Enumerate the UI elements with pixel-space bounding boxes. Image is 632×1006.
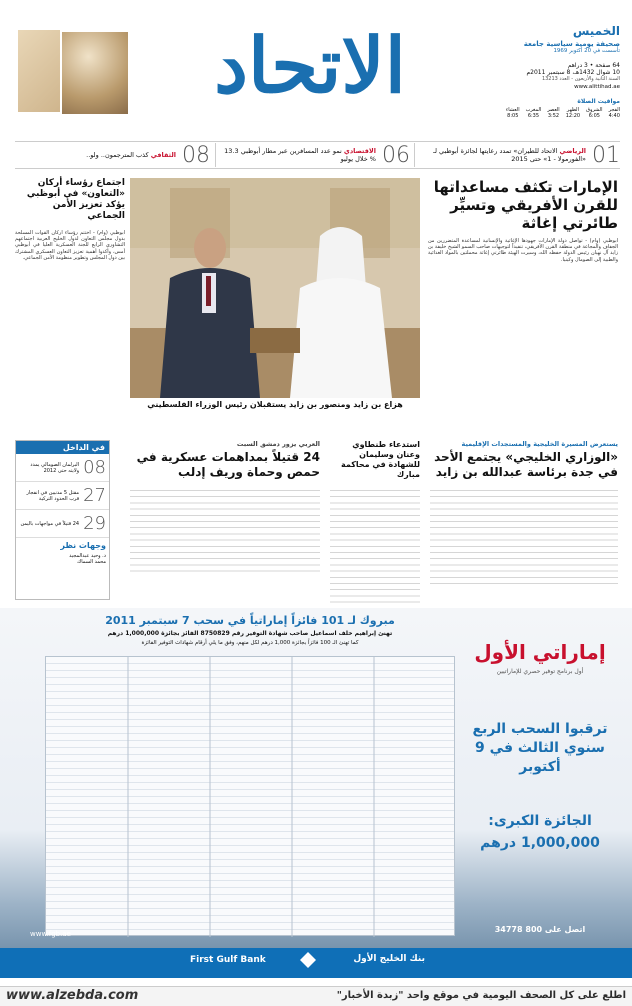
prayer-time	[506, 107, 520, 119]
prayer-value: 4:40	[608, 113, 620, 119]
prayer-time	[586, 107, 602, 119]
price: 64 صفحة • 3 دراهم	[567, 62, 620, 69]
story-headline[interactable]: استدعاء طنطاوي وعنان وسليمان للشهادة في محاكمة مبارك	[340, 440, 420, 479]
ad-brand-sub: أول برنامج توفير حصري للإماراتيين	[496, 668, 584, 675]
side-story	[15, 178, 125, 420]
masthead-info	[450, 24, 620, 119]
prayer-time	[566, 107, 580, 119]
ad-phone[interactable]: اتصل على 800 34778	[494, 925, 586, 934]
ad-brand: إماراتي الأول	[474, 640, 606, 664]
bank-name-ar: بنك الخليج الأول	[353, 954, 425, 964]
prayer-name: العشاء	[505, 107, 520, 113]
ad-prize: الجائزة الكبرى: 1,000,000 درهم	[480, 813, 600, 851]
footer	[0, 986, 632, 1006]
prayer-value: 8:05	[507, 113, 519, 119]
prayer-name: الشروق	[586, 107, 603, 113]
teaser-1[interactable]	[420, 143, 620, 167]
promo-photo	[62, 32, 128, 114]
prayer-value: 12:20	[565, 113, 581, 119]
ad-draw: ترقبوا السحب الربع سنوي الثالث في 9 أكتوبر	[472, 721, 608, 775]
teaser-section: الرياضي	[559, 147, 586, 155]
story-body	[130, 486, 320, 576]
lead-body: أبوظبي (وام) - تواصل دولة الإمارات جهودها الإغاثية والإنسانية لمساعدة المتضررين من الجفاف والمجاعة في منطقة القرن الأفريقي، تنفيذاً لتوجيهات صاحب السمو الشيخ خليفة بن زايد آل نهيان رئيس الدولة حفظه الله، وسيرت الهيئة طائرتي إغاثة محملتين بالمواد الغذائية والطبية إلى الصومال وكينيا.	[428, 238, 618, 263]
prayer-name: المغرب	[525, 107, 542, 113]
inside-number: 08	[83, 457, 106, 478]
prayer-name: الفجر	[608, 107, 620, 113]
teaser-number: 06	[382, 142, 410, 168]
ad-sub2: كما تهنئ الـ 100 فائزاً بجائزة 1,000 درهم لكل منهم، وفق ما يلي أرقام شهادات التوفير الفائزة	[141, 640, 359, 646]
lead-photo-illustration	[130, 178, 420, 398]
lead-story	[428, 178, 618, 388]
story-headline[interactable]: 24 قتيلاً بمداهمات عسكرية في حمص وحماة وريف إدلب	[136, 450, 320, 479]
prayer-value: 3:52	[547, 113, 560, 119]
teaser-number: 08	[182, 142, 210, 168]
prayer-value: 6:05	[588, 113, 600, 119]
teaser-text: الاتحاد للطيران» تمدد رعايتها لجائزة أبوظبي لـ «الفورمولا - 1» حتى 2015	[433, 147, 586, 163]
prayer-time	[526, 107, 542, 119]
view-title: وجهات نظر	[60, 541, 106, 550]
inside-text: 24 قتيلاً في مواجهات باليمن	[20, 520, 80, 527]
inside-item[interactable]	[16, 510, 109, 538]
photo-caption: هزاع بن زايد ومنصور بن زايد يستقبلان رئيس الوزراء الفلسطيني	[147, 400, 403, 409]
teaser-text: كذب المترجمون.. ولو..	[86, 151, 149, 159]
inside-text: البرلمان الصومالي يمدد ولايته حتى 2012	[30, 461, 80, 474]
side-headline[interactable]: اجتماع رؤساء أركان «التعاون» في أبوظبي يؤكد تعزيز الأمن الجماعي	[26, 178, 125, 221]
inside-number: 27	[83, 485, 106, 506]
teaser-section: الاقتصادي	[343, 147, 376, 155]
side-body: أبوظبي (وام) - اختتم رؤساء أركان القوات المسلحة بدول مجلس التعاون لدول الخليج العربية اجتماعهم التشاوري الرابع للجنة العسكرية العليا في أبوظبي أمس، وأكدوا أهمية تعزيز التعاون العسكري المشترك بين دول المجلس وتطوير منظومة الأمن الجماعي.	[15, 230, 125, 261]
date: 10 شوال 1432هـ، 8 سبتمبر 2011م	[526, 69, 620, 76]
masthead-logo: الاتحاد	[214, 21, 406, 110]
founded: تأسست في 20 أكتوبر 1969	[553, 48, 620, 54]
view-item[interactable]: د. وحيد عبدالمجيد	[69, 553, 106, 559]
story-trial	[330, 440, 420, 606]
story-kicker: يستعرض المسيرة الخليجية والمستجدات الإقليمية	[461, 440, 618, 448]
story-headline[interactable]: «الوزاري الخليجي» يجتمع الأحد في جدة برئاسة عبدالله بن زايد	[434, 450, 618, 479]
website[interactable]: www.alittihad.ae	[574, 84, 620, 90]
day-label: الخميس	[572, 24, 620, 38]
promo-image	[18, 30, 60, 112]
winners-grid	[46, 657, 456, 937]
inside-item[interactable]	[16, 454, 109, 482]
ad-headline: مبروك لـ 101 فائزاً إماراتياً في سحب 7 سبتمبر 2011	[105, 614, 395, 627]
teaser-text: نمو عدد المسافرين عبر مطار أبوظبي 13.3 % خلال يوليو	[224, 147, 376, 163]
story-syria	[130, 440, 320, 576]
teaser-3[interactable]	[15, 143, 210, 167]
bank-name-en: First Gulf Bank	[190, 955, 266, 965]
view-item[interactable]: محمد السماك	[77, 559, 106, 565]
edition: السنة الثانية والأربعون - العدد 13213	[541, 76, 620, 82]
footer-url[interactable]: www.alzebda.com	[6, 988, 139, 1003]
prayer-time	[547, 107, 559, 119]
prayer-value: 6:35	[527, 113, 540, 119]
lead-headline[interactable]: الإمارات تكثف مساعداتها للقرن الأفريقي وتسيِّر طائرتي إغاثة	[433, 178, 618, 232]
story-gcc	[430, 440, 618, 586]
ad-sub: تهنئ إبراهيم خلف اسماعيل صاحب شهادة التوفير رقم 8750829 الفائز بجائزة 1,000,000 درهم	[107, 630, 393, 637]
winners-table	[45, 656, 455, 936]
ad-web[interactable]: www.fgb.ae	[30, 930, 71, 938]
prayer-times	[450, 107, 620, 119]
prayer-name: الظهر	[566, 107, 579, 113]
prayer-title: مواقيت الصلاة	[577, 98, 620, 105]
teaser-section: الثقافي	[150, 151, 176, 159]
inside-box	[15, 440, 110, 600]
inside-title: في الداخل	[16, 441, 109, 454]
bank-bar	[0, 948, 632, 978]
teaser-2[interactable]	[215, 143, 415, 167]
inside-number: 29	[83, 513, 106, 534]
lead-photo	[130, 178, 420, 398]
inside-item[interactable]	[16, 482, 109, 510]
prayer-name: العصر	[547, 107, 560, 113]
story-body	[430, 486, 618, 586]
inside-text: مقتل 5 مدنيين في انفجار قرب الحدود التركية	[26, 489, 80, 502]
tagline: صحيفة يومية سياسية جامعة	[523, 40, 620, 48]
prayer-time	[609, 107, 620, 119]
teaser-number: 01	[592, 142, 620, 168]
story-body	[330, 486, 420, 606]
footer-text: اطلع على كل الصحف اليومية في موقع واحد "زبدة الأخبار"	[336, 990, 626, 1001]
story-kicker: العربي يزور دمشق السبت	[236, 440, 320, 448]
